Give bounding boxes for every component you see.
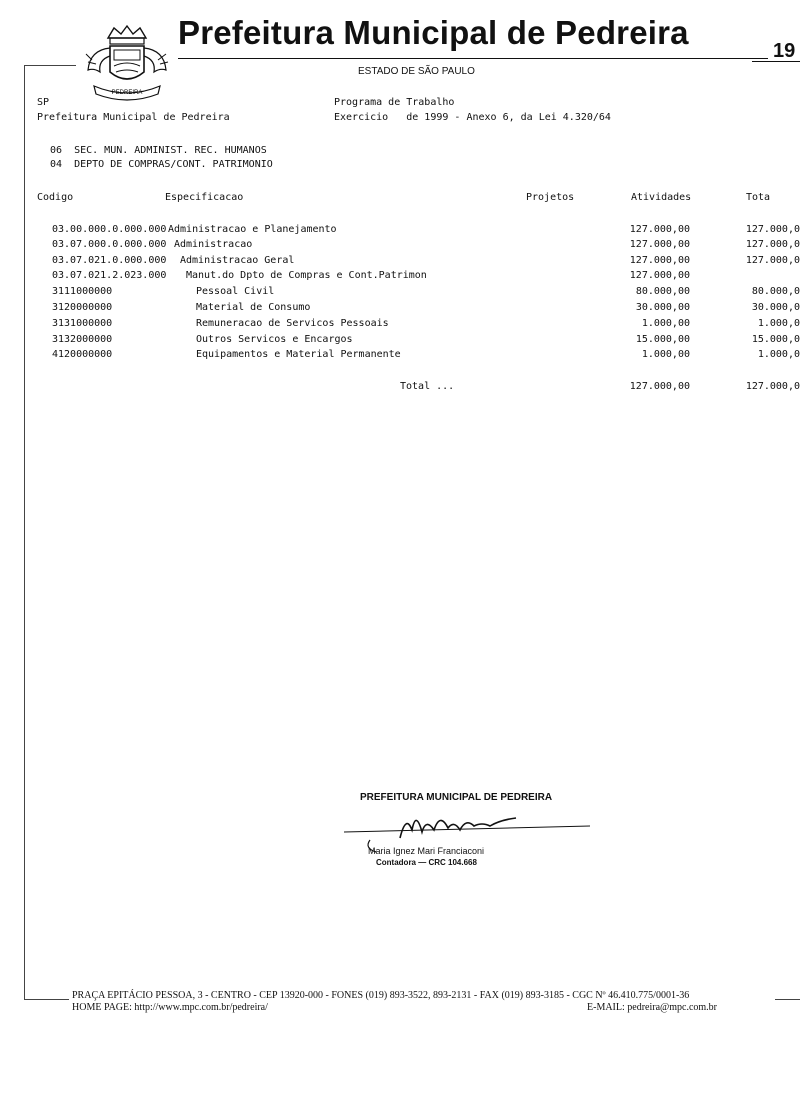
footer-email: E-MAIL: pedreira@mpc.com.br: [587, 1002, 717, 1013]
table-row-spec: Material de Consumo: [196, 302, 311, 313]
signature-org: PREFEITURA MUNICIPAL DE PEDREIRA: [360, 792, 553, 803]
col-header-especificacao: Especificacao: [165, 192, 244, 203]
header-state-code: SP: [37, 97, 50, 108]
signatory-role: Contadora — CRC 104.668: [376, 858, 477, 867]
col-header-total: Tota: [746, 192, 771, 203]
table-row-atividades: 1.000,00: [641, 349, 690, 360]
table-row-spec: Outros Servicos e Encargos: [196, 334, 353, 345]
table-row-code: 03.00.000.0.000.000: [52, 224, 167, 235]
bottom-frame-line: [24, 999, 69, 1000]
table-row-atividades: 1.000,00: [641, 318, 690, 329]
col-header-projetos: Projetos: [526, 192, 575, 203]
state-label: ESTADO DE SÃO PAULO: [358, 66, 475, 77]
col-header-atividades: Atividades: [631, 192, 692, 203]
total-total: 127.000,0: [745, 381, 800, 392]
table-row-spec: Manut.do Dpto de Compras e Cont.Patrimon: [186, 270, 427, 281]
table-row-total: 80.000,0: [751, 286, 800, 297]
signatory-name: Maria Ignez Mari Franciaconi: [368, 846, 485, 856]
table-row-total: 127.000,0: [745, 239, 800, 250]
table-row-total: 1.000,0: [757, 318, 800, 329]
table-row-code: 3120000000: [52, 302, 113, 313]
table-row-spec: Administracao: [174, 239, 253, 250]
footer-homepage: HOME PAGE: http://www.mpc.com.br/pedreira/: [72, 1002, 268, 1013]
table-row-code: 03.07.021.0.000.000: [52, 255, 167, 266]
table-row-spec: Administracao e Planejamento: [168, 224, 337, 235]
total-atividades: 127.000,00: [629, 381, 690, 392]
table-row-spec: Equipamentos e Material Permanente: [196, 349, 401, 360]
table-row-total: 127.000,0: [745, 224, 800, 235]
table-row-code: 3132000000: [52, 334, 113, 345]
table-row-total: 127.000,0: [745, 255, 800, 266]
table-row-atividades: 127.000,00: [629, 239, 690, 250]
table-row-code: 3111000000: [52, 286, 113, 297]
table-row-spec: Administracao Geral: [180, 255, 295, 266]
table-row-code: 3131000000: [52, 318, 113, 329]
table-row-atividades: 127.000,00: [629, 255, 690, 266]
col-header-codigo: Codigo: [37, 192, 74, 203]
left-frame-line: [24, 65, 25, 999]
total-label: Total ...: [400, 381, 455, 392]
table-row-atividades: 30.000,00: [635, 302, 690, 313]
table-row-total: 15.000,0: [751, 334, 800, 345]
header-exercise: Exercicio de 1999 - Anexo 6, da Lei 4.320/64: [334, 112, 611, 123]
table-row-atividades: 127.000,00: [629, 224, 690, 235]
footer-address: PRAÇA EPITÁCIO PESSOA, 3 - CENTRO - CEP 13920-000 - FONES (019) 893-3522, 893-2131 - FAX (019) 893-3185 - CGC Nº 46.410.775/0001-36: [72, 990, 690, 1001]
page-number: 19: [773, 40, 796, 62]
municipal-crest-icon: [80, 20, 175, 102]
table-row-spec: Remuneracao de Servicos Pessoais: [196, 318, 389, 329]
top-frame-line: [24, 65, 76, 66]
table-row-code: 03.07.021.2.023.000: [52, 270, 167, 281]
letterhead-title: Prefeitura Municipal de Pedreira: [178, 14, 689, 51]
table-row-total: 30.000,0: [751, 302, 800, 313]
table-row-spec: Pessoal Civil: [196, 286, 275, 297]
table-row-code: 4120000000: [52, 349, 113, 360]
bottom-frame-line-right: [775, 999, 800, 1000]
department-line-2: 04 DEPTO DE COMPRAS/CONT. PATRIMONIO: [50, 159, 273, 170]
department-line-1: 06 SEC. MUN. ADMINIST. REC. HUMANOS: [50, 145, 267, 156]
table-row-code: 03.07.000.0.000.000: [52, 239, 167, 250]
header-rule: [178, 58, 768, 59]
header-program: Programa de Trabalho: [334, 97, 455, 108]
table-row-atividades: 80.000,00: [635, 286, 690, 297]
header-entity: Prefeitura Municipal de Pedreira: [37, 112, 230, 123]
table-row-atividades: 15.000,00: [635, 334, 690, 345]
svg-text:PEDREIRA: PEDREIRA: [111, 90, 143, 96]
table-row-total: 1.000,0: [757, 349, 800, 360]
table-row-atividades: 127.000,00: [629, 270, 690, 281]
